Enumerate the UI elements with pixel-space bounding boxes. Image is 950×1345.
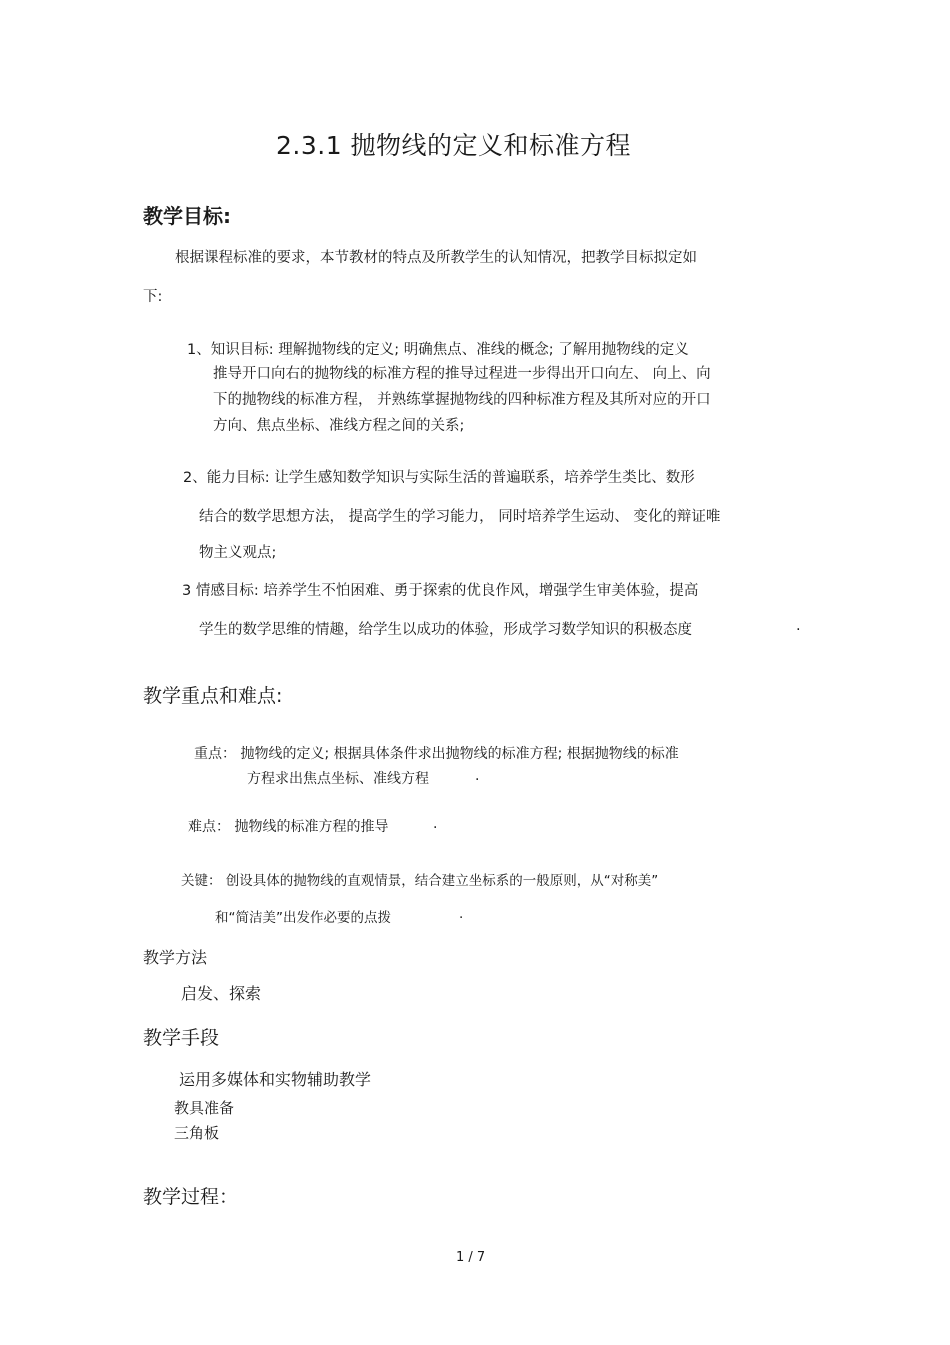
knowledge-objective-line3: 下的抛物线的标准方程， 并熟练掌握抛物线的四种标准方程及其所对应的开口 [213,392,711,408]
objectives-intro-line2: 下: [143,289,163,305]
key-end: . [459,906,464,922]
focus-line2: 方程求出焦点坐标、准线方程 [247,771,429,787]
page-number: 1 / 7 [456,1250,486,1265]
knowledge-objective-line2: 推导开口向右的抛物线的标准方程的推导过程进一步得出开口向左、 向上、向 [213,366,711,382]
difficulty-end: . [433,816,438,832]
focus-line1: 重点： 抛物线的定义; 根据具体条件求出抛物线的标准方程; 根据抛物线的标准 [194,746,679,762]
knowledge-objective-line1: 1、知识目标: 理解抛物线的定义; 明确焦点、准线的概念; 了解用抛物线的定义 [187,342,689,358]
ability-objective-line2: 结合的数学思想方法， 提高学生的学习能力， 同时培养学生运动、 变化的辩证唯 [199,509,721,525]
document-title: 2.3.1 抛物线的定义和标准方程 [276,131,632,160]
knowledge-objective-line4: 方向、焦点坐标、准线方程之间的关系; [213,418,465,434]
focus-end: . [475,768,480,784]
method-text: 启发、探索 [181,984,262,1003]
method-heading: 教学方法 [143,948,208,967]
teaching-aids-label: 教具准备 [174,1099,235,1117]
emotion-objective-line1: 3 情感目标: 培养学生不怕困难、勇于探索的优良作风，增强学生审美体验，提高 [182,583,699,599]
objectives-heading: 教学目标: [143,204,231,228]
means-text: 运用多媒体和实物辅助教学 [179,1070,372,1089]
key-line2: 和“简洁美”出发作必要的点拨 [215,910,391,926]
process-heading: 教学过程： [143,1186,239,1208]
emotion-objective-line2: 学生的数学思维的情趣，给学生以成功的体验，形成学习数学知识的积极态度 [199,622,692,638]
emotion-objective-end: . [796,618,801,634]
key-points-heading: 教学重点和难点: [143,685,283,707]
teaching-aids-item: 三角板 [174,1124,220,1142]
key-line1: 关键： 创设具体的抛物线的直观情景，结合建立坐标系的一般原则，从“对称美” [181,873,659,889]
ability-objective-line1: 2、能力目标: 让学生感知数学知识与实际生活的普遍联系，培养学生类比、数形 [183,470,695,486]
objectives-intro-line1: 根据课程标准的要求，本节教材的特点及所教学生的认知情况，把教学目标拟定如 [175,250,697,266]
ability-objective-line3: 物主义观点; [199,545,277,561]
difficulty-line: 难点： 抛物线的标准方程的推导 [188,819,389,835]
means-heading: 教学手段 [143,1027,220,1049]
